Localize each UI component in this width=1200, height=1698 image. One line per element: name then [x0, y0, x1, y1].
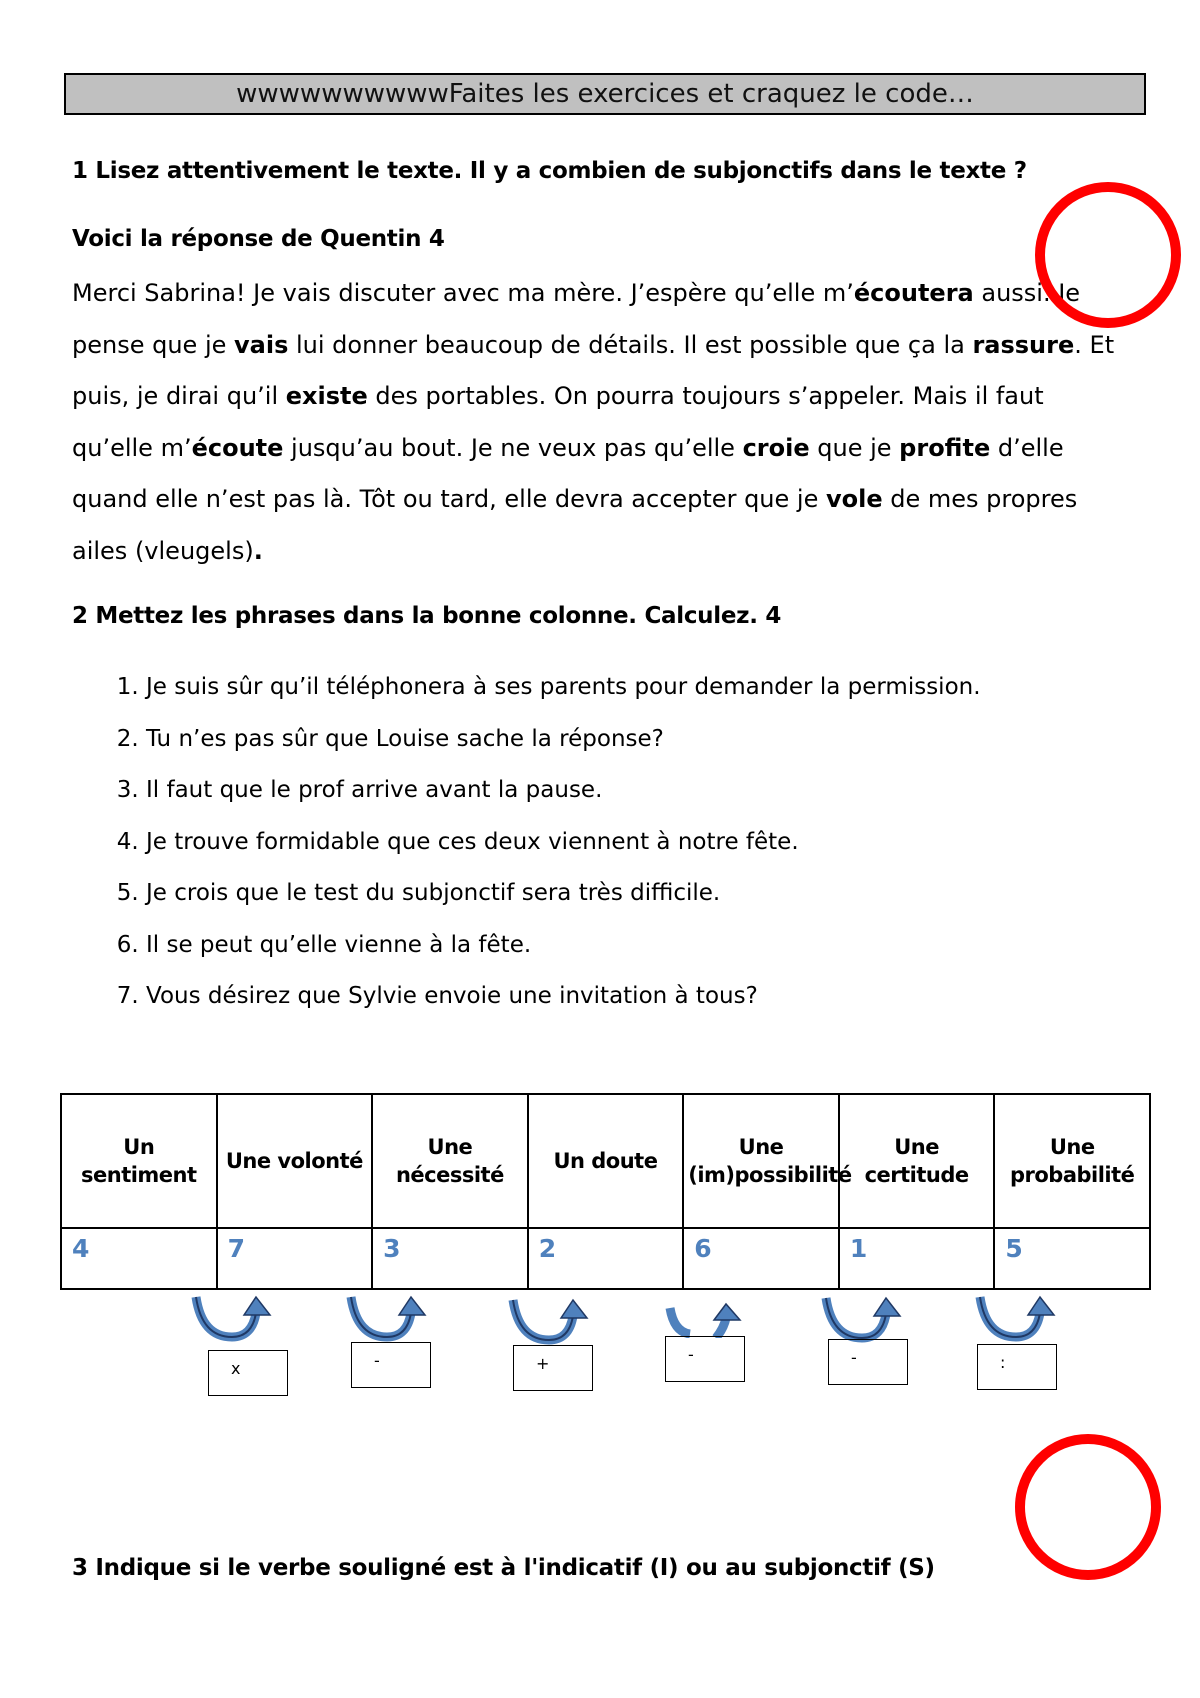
operator-box[interactable]: + — [513, 1345, 593, 1391]
exercise-1-heading: 1 Lisez attentivement le texte. Il y a combien de subjonctifs dans le texte ? — [72, 158, 1027, 184]
column-header: Une certitude — [839, 1094, 995, 1228]
sentence-item: 5. Je crois que le test du subjonctif sera très difficile. — [146, 868, 1146, 920]
highlighted-verb: écoute — [191, 433, 284, 462]
answer-cell[interactable]: 1 — [839, 1228, 995, 1289]
red-circle-icon — [1035, 182, 1181, 328]
paragraph-text: . Et puis, je dirai qu’il — [72, 330, 1115, 410]
paragraph-text: des portables. On pourra toujours s’appeler. Mais il faut qu’elle m’ — [72, 382, 1044, 462]
paragraph-text: jusqu’au bout. Je ne veux pas qu’elle — [283, 433, 743, 462]
curved-arrow-icon — [505, 1296, 595, 1351]
curved-arrow-icon — [188, 1293, 278, 1348]
answer-cell[interactable]: 6 — [683, 1228, 839, 1289]
column-header: Un sentiment — [61, 1094, 217, 1228]
highlighted-verb: vais — [234, 330, 289, 359]
highlighted-verb: rassure — [972, 330, 1075, 359]
paragraph-text: lui donner beaucoup de détails. Il est possible que ça la — [288, 330, 973, 359]
operator-box[interactable]: - — [351, 1342, 431, 1388]
curved-arrow-icon — [343, 1293, 433, 1348]
paragraph-text: d’elle quand elle n’est pas là. Tôt ou tard, elle devra accepter que je — [72, 433, 1064, 513]
sentence-list — [106, 662, 1146, 1023]
answer-paragraph — [72, 268, 1132, 577]
red-circle-icon — [1015, 1434, 1161, 1580]
paragraph-text: que je — [809, 433, 900, 462]
highlighted-verb: écoutera — [853, 279, 974, 307]
sentence-item: 4. Je trouve formidable que ces deux viennent à notre fête. — [146, 817, 1146, 869]
highlighted-verb: croie — [742, 433, 810, 462]
page-title: wwwwwwwwwwFaites les exercices et craquez le code… — [64, 73, 1146, 115]
answer-cell[interactable]: 7 — [217, 1228, 373, 1289]
paragraph-text: de mes propres ailes (vleugels) — [72, 485, 1078, 565]
exercise-2-heading: 2 Mettez les phrases dans la bonne colonne. Calculez. 4 — [72, 603, 782, 629]
curved-arrow-icon — [972, 1293, 1062, 1348]
answer-cell[interactable]: 4 — [61, 1228, 217, 1289]
highlighted-verb: vole — [825, 485, 883, 513]
curved-arrow-icon — [660, 1302, 750, 1338]
highlighted-verb: profite — [899, 433, 991, 462]
paragraph-text: Merci Sabrina! Je vais discuter avec ma mère. J’espère qu’elle m’ — [72, 279, 854, 307]
column-header: Un doute — [528, 1094, 684, 1228]
answer-cell[interactable]: 2 — [528, 1228, 684, 1289]
column-header: Une probabilité — [994, 1094, 1150, 1228]
operator-box[interactable]: x — [208, 1350, 288, 1396]
sentence-item: 6. Il se peut qu’elle vienne à la fête. — [146, 920, 1146, 972]
exercise-3-heading: 3 Indique si le verbe souligné est à l'indicatif (I) ou au subjonctif (S) — [72, 1555, 935, 1581]
operator-box[interactable]: : — [977, 1344, 1057, 1390]
column-header: Une volonté — [217, 1094, 373, 1228]
operator-box[interactable]: - — [828, 1339, 908, 1385]
sentence-item: 3. Il faut que le prof arrive avant la pause. — [146, 765, 1146, 817]
sentence-item: 7. Vous désirez que Sylvie envoie une invitation à tous? — [146, 971, 1146, 1023]
answer-heading: Voici la réponse de Quentin 4 — [72, 226, 445, 252]
highlighted-verb: existe — [285, 382, 368, 410]
column-header: Une nécessité — [372, 1094, 528, 1228]
answer-cell[interactable]: 3 — [372, 1228, 528, 1289]
column-header: Une (im)possibilité — [683, 1094, 839, 1228]
highlighted-verb: . — [253, 536, 263, 565]
sentence-item: 2. Tu n’es pas sûr que Louise sache la réponse? — [146, 714, 1146, 766]
answer-cell[interactable]: 5 — [994, 1228, 1150, 1289]
operator-box[interactable]: - — [665, 1336, 745, 1382]
classification-table — [60, 1093, 1151, 1290]
paragraph-text: aussi. Je pense que je — [72, 279, 1081, 359]
sentence-item: 1. Je suis sûr qu’il téléphonera à ses parents pour demander la permission. — [146, 662, 1146, 714]
